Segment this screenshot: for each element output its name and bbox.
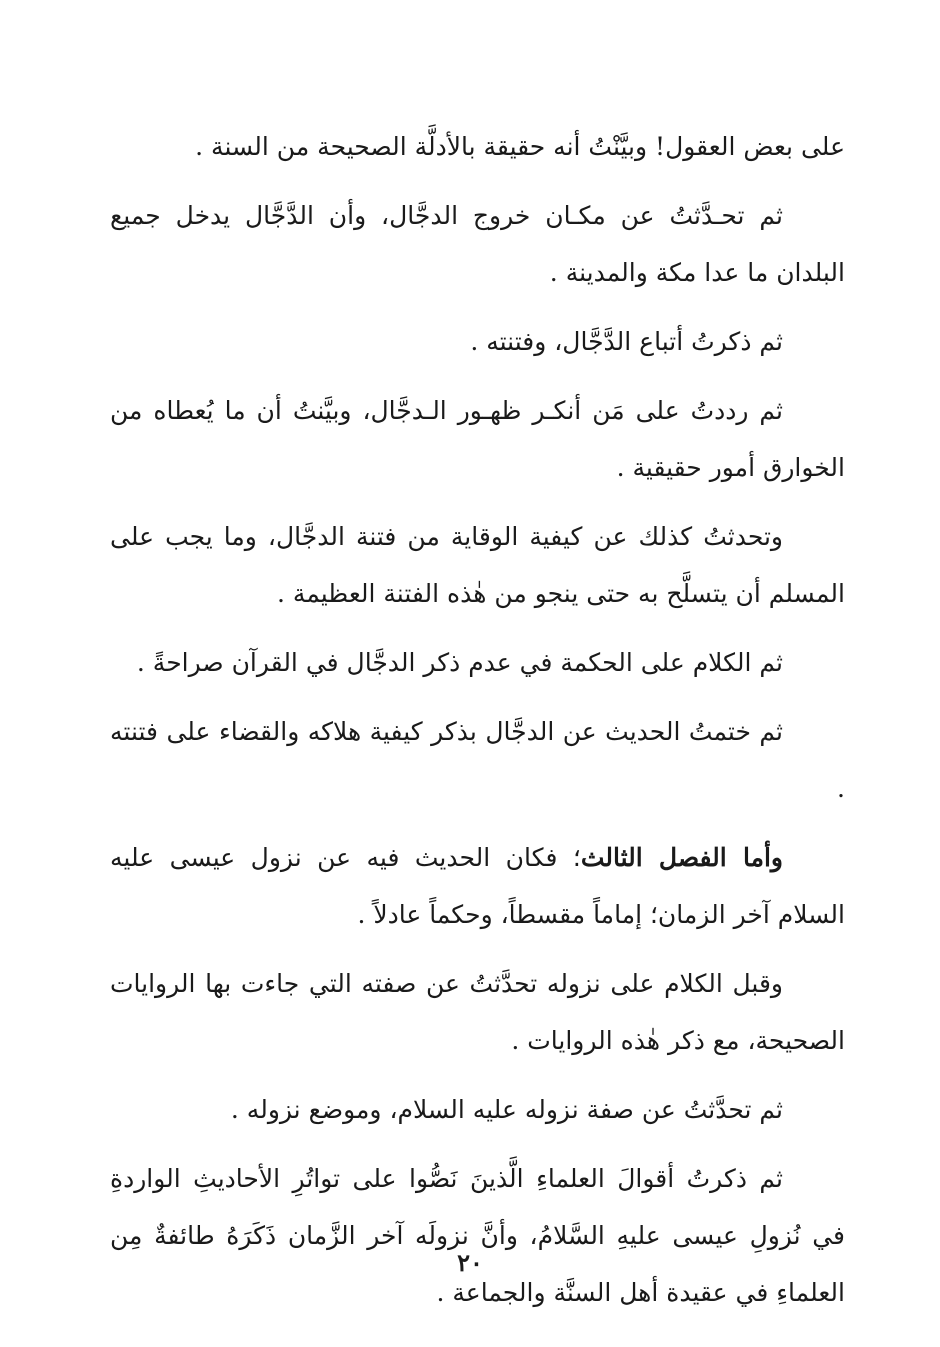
paragraph [110,1081,845,1138]
paragraph-text: ثم تحـدَّثتُ عن مكـان خروج الدجَّال، وأن الدَّجَّال يدخل جميع البلدان ما عدا مكة والمدينة . [110,201,845,287]
paragraph-text: على بعض العقول! وبيَّنْتُ أنه حقيقة بالأدلَّة الصحيحة من السنة . [195,132,845,161]
paragraph-text: ثم تحدَّثتُ عن صفة نزوله عليه السلام، وموضع نزوله . [230,1095,783,1124]
paragraph-text: ثم الكلام على الحكمة في عدم ذكر الدجَّال في القرآن صراحةً . [136,648,783,677]
paragraph-text: وتحدثتُ كذلك عن كيفية الوقاية من فتنة الدجَّال، وما يجب على المسلم أن يتسلَّح به حتى ينجو من هٰذه الفتنة العظيمة . [110,522,845,608]
page-number: ٢٠ [457,1248,483,1277]
paragraph-text: ثم ختمتُ الحديث عن الدجَّال بذكر كيفية هلاكه والقضاء على فتنته . [110,717,845,803]
paragraph [110,829,845,943]
paragraph [110,313,845,370]
paragraph [110,382,845,496]
paragraph-text: ثم رددتُ على مَن أنكـر ظهـور الـدجَّال، وبيَّنتُ أن ما يُعطاه من الخوارق أمور حقيقية . [110,396,845,482]
paragraph [110,703,845,817]
body-text [110,118,845,1333]
paragraph [110,955,845,1069]
paragraph [110,1150,845,1321]
chapter-heading-inline: وأما الفصل الثالث [580,843,783,872]
paragraph [110,634,845,691]
paragraph [110,187,845,301]
paragraph-text: ثم ذكرتُ أقوالَ العلماءِ الَّذينَ نَصُّوا على تواتُرِ الأحاديثِ الواردةِ في نُزولِ عيسى عليهِ السَّلامُ، وأنَّ نزولَه آخر الزَّمان ذَكَرَهُ طائفةٌ مِن العلماءِ في عقيدة أهل السنَّة والجماعة . [110,1164,845,1307]
paragraph-text: ؛ فكان الحديث فيه عن نزول عيسى عليه السلام آخر الزمان؛ إماماً مقسطاً، وحكماً عادلاً . [110,843,845,929]
paragraph-text: وقبل الكلام على نزوله تحدَّثتُ عن صفته التي جاءت بها الروايات الصحيحة، مع ذكر هٰذه الروايات . [110,969,845,1055]
paragraph [110,118,845,175]
paragraph [110,508,845,622]
paragraph-text: ثم ذكرتُ أتباع الدَّجَّال، وفتنته . [470,327,783,356]
